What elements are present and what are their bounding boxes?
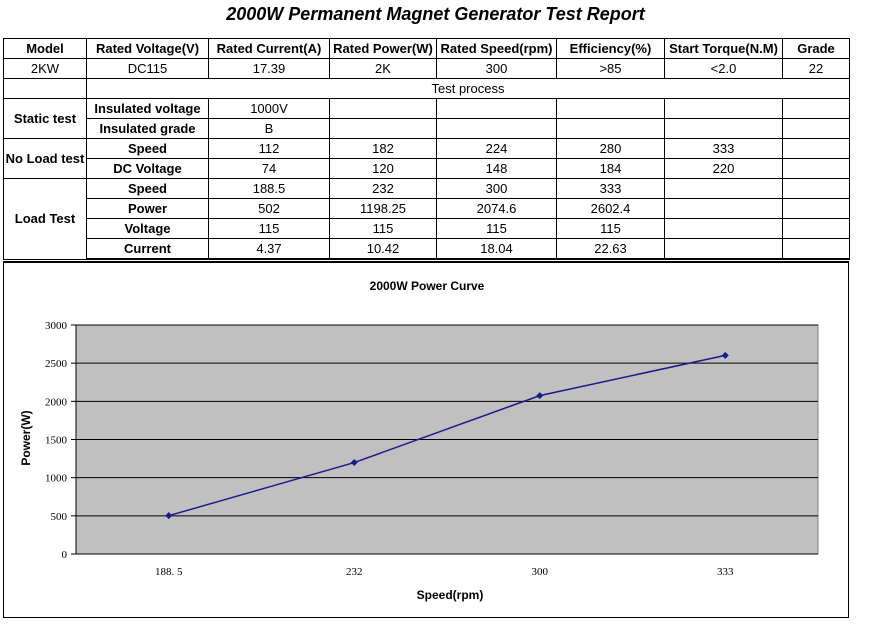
- header-cell: Grade: [783, 39, 850, 59]
- value-cell: 220: [665, 159, 783, 179]
- value-cell: 120: [330, 159, 437, 179]
- value-cell: [665, 99, 783, 119]
- test-process-row: [4, 79, 850, 99]
- value-cell: 148: [437, 159, 557, 179]
- value-cell: 4.37: [209, 239, 330, 260]
- value-cell: [783, 159, 850, 179]
- value-cell: [330, 99, 437, 119]
- static-test-row: [4, 119, 850, 139]
- value-cell: [665, 219, 783, 239]
- value-cell: [783, 99, 850, 119]
- header-cell: Efficiency(%): [557, 39, 665, 59]
- y-tick-label: 500: [50, 510, 67, 523]
- row-label: Voltage: [87, 219, 209, 239]
- chart-title: 2000W Power Curve: [369, 279, 485, 293]
- rated-cell: <2.0: [665, 59, 783, 79]
- value-cell: 1000V: [209, 99, 330, 119]
- value-cell: [783, 139, 850, 159]
- value-cell: 232: [330, 179, 437, 199]
- value-cell: 115: [557, 219, 665, 239]
- rated-cell: DC115: [87, 59, 209, 79]
- no-load-test-row: [4, 159, 850, 179]
- value-cell: 74: [209, 159, 330, 179]
- x-tick-label: 300: [531, 566, 548, 578]
- no-load-test-row: [4, 139, 850, 159]
- rated-cell: 300: [437, 59, 557, 79]
- x-tick-label: 232: [346, 566, 363, 578]
- y-tick-label: 1000: [45, 472, 67, 485]
- value-cell: 2602.4: [557, 199, 665, 219]
- value-cell: 1198.25: [330, 199, 437, 219]
- value-cell: 280: [557, 139, 665, 159]
- y-tick-label: 2000: [45, 396, 67, 409]
- header-cell: Rated Current(A): [209, 39, 330, 59]
- value-cell: 333: [665, 139, 783, 159]
- load-test-row: [4, 199, 850, 219]
- header-cell: Rated Speed(rpm): [437, 39, 557, 59]
- value-cell: [330, 119, 437, 139]
- y-axis-label: Power(W): [19, 410, 33, 466]
- power-curve-svg: [4, 263, 850, 620]
- value-cell: 182: [330, 139, 437, 159]
- value-cell: B: [209, 119, 330, 139]
- value-cell: 224: [437, 139, 557, 159]
- value-cell: 115: [437, 219, 557, 239]
- x-tick-label: 188. 5: [155, 566, 183, 578]
- y-tick-label: 2500: [45, 358, 67, 371]
- load-test-row: [4, 179, 850, 199]
- load-test-section-label: Load Test: [4, 179, 87, 260]
- value-cell: [437, 99, 557, 119]
- value-cell: 115: [330, 219, 437, 239]
- row-label: Speed: [87, 139, 209, 159]
- value-cell: 22.63: [557, 239, 665, 260]
- value-cell: 2074.6: [437, 199, 557, 219]
- value-cell: [783, 199, 850, 219]
- rated-cell: 22: [783, 59, 850, 79]
- value-cell: 333: [557, 179, 665, 199]
- value-cell: [437, 119, 557, 139]
- value-cell: 10.42: [330, 239, 437, 260]
- header-row: [4, 39, 850, 59]
- y-tick-label: 3000: [45, 320, 67, 332]
- header-cell: Model: [4, 39, 87, 59]
- x-axis-label: Speed(rpm): [416, 588, 484, 602]
- rated-cell: >85: [557, 59, 665, 79]
- value-cell: 115: [209, 219, 330, 239]
- row-label: DC Voltage: [87, 159, 209, 179]
- value-cell: [783, 219, 850, 239]
- value-cell: 18.04: [437, 239, 557, 260]
- value-cell: [783, 239, 850, 260]
- row-label: Speed: [87, 179, 209, 199]
- rated-cell: 17.39: [209, 59, 330, 79]
- test-process-heading: Test process: [87, 79, 850, 99]
- blank-cell: [4, 79, 87, 99]
- value-cell: [665, 239, 783, 260]
- power-curve-chart: [3, 261, 849, 618]
- rated-cell: 2K: [330, 59, 437, 79]
- value-cell: [783, 179, 850, 199]
- row-label: Insulated voltage: [87, 99, 209, 119]
- value-cell: [783, 119, 850, 139]
- rated-cell: 2KW: [4, 59, 87, 79]
- row-label: Insulated grade: [87, 119, 209, 139]
- header-cell: Rated Voltage(V): [87, 39, 209, 59]
- static-test-row: [4, 99, 850, 119]
- y-tick-label: 1500: [45, 434, 67, 447]
- static-test-section-label: Static test: [4, 99, 87, 139]
- rated-row: [4, 59, 850, 79]
- y-tick-label: 0: [61, 549, 67, 561]
- no-load-test-section-label: No Load test: [4, 139, 87, 179]
- value-cell: 300: [437, 179, 557, 199]
- value-cell: 184: [557, 159, 665, 179]
- value-cell: 112: [209, 139, 330, 159]
- header-cell: Rated Power(W): [330, 39, 437, 59]
- value-cell: [665, 119, 783, 139]
- row-label: Power: [87, 199, 209, 219]
- row-label: Current: [87, 239, 209, 260]
- load-test-row: [4, 219, 850, 239]
- x-tick-label: 333: [717, 566, 734, 578]
- report-title: 2000W Permanent Magnet Generator Test Report: [226, 4, 645, 24]
- value-cell: [665, 199, 783, 219]
- load-test-row: [4, 239, 850, 260]
- value-cell: [665, 179, 783, 199]
- header-cell: Start Torque(N.M): [665, 39, 783, 59]
- value-cell: 502: [209, 199, 330, 219]
- value-cell: [557, 99, 665, 119]
- test-report-table: [3, 38, 850, 260]
- value-cell: [557, 119, 665, 139]
- value-cell: 188.5: [209, 179, 330, 199]
